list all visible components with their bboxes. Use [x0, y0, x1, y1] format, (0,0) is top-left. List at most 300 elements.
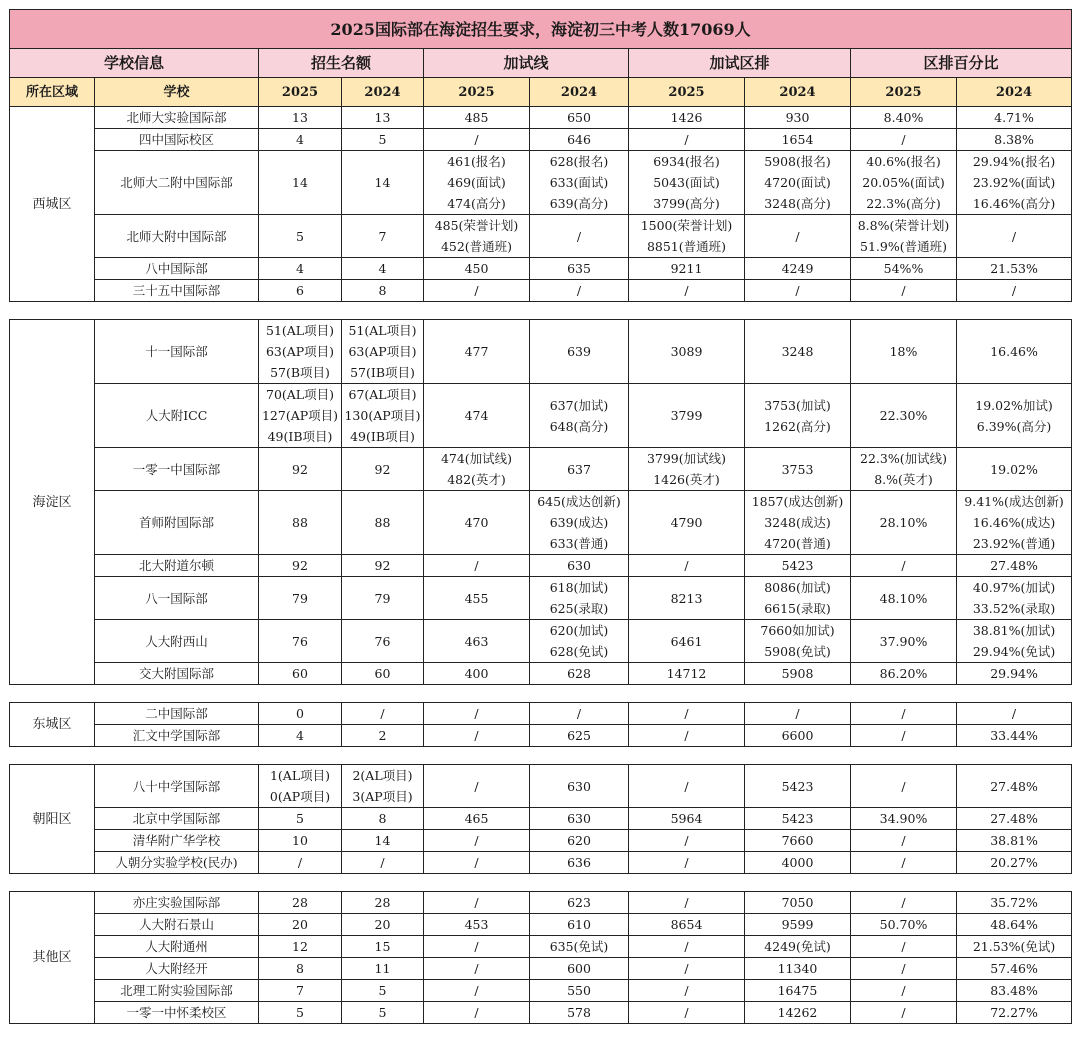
rank-2024-cell — [745, 320, 851, 384]
cell-line: 482(英才) — [447, 472, 506, 487]
cell-line: 5908(报名) — [764, 154, 831, 169]
percent-2025-cell — [851, 808, 957, 830]
cell-line: / — [901, 939, 906, 954]
table-row — [10, 491, 1072, 555]
quota-2025-cell — [259, 1002, 342, 1024]
quota-2024-cell — [342, 320, 424, 384]
percent-2024-cell — [957, 1002, 1072, 1024]
table-row — [10, 703, 1072, 725]
line-2024-cell — [530, 620, 629, 663]
cell-line: 610 — [567, 917, 591, 932]
percent-2025-cell — [851, 320, 957, 384]
cell-line: 9599 — [781, 917, 814, 932]
cell-line: / — [684, 1005, 689, 1020]
school-name-cell — [95, 107, 259, 129]
line-2025-cell — [424, 555, 530, 577]
cell-line: 18% — [889, 344, 918, 359]
cell-line: 人大附ICC — [145, 408, 208, 423]
cell-line: 3753 — [781, 461, 814, 477]
quota-2024-cell — [342, 725, 424, 747]
cell-line: 14262 — [777, 1005, 818, 1020]
line-2025-cell — [424, 129, 530, 151]
cell-line: 交大附国际部 — [138, 666, 214, 681]
district-cell: 海淀区 — [10, 320, 95, 685]
cell-line: 11340 — [777, 961, 818, 976]
cell-line: 33.52%(录取) — [972, 601, 1056, 616]
rank-2025-cell — [629, 215, 745, 258]
quota-2025-cell — [259, 384, 342, 448]
cell-line: 623 — [567, 895, 591, 910]
cell-line: / — [474, 961, 479, 976]
quota-2024-cell — [342, 280, 424, 302]
rank-2025-cell — [629, 808, 745, 830]
cell-line: 22.3%(高分) — [866, 196, 941, 211]
section-gap-cell — [10, 302, 1072, 320]
line-2025-cell — [424, 914, 530, 936]
table-row — [10, 663, 1072, 685]
cell-line: 八中国际部 — [145, 261, 208, 276]
cell-line: 453 — [464, 917, 489, 932]
cell-line: 3248 — [781, 344, 814, 359]
cell-line: 一零一中怀柔校区 — [126, 1005, 227, 1020]
cell-line: / — [380, 706, 385, 721]
rank-2024-cell — [745, 258, 851, 280]
cell-line: 485 — [464, 110, 489, 125]
cell-line: 人大附西山 — [145, 633, 208, 649]
cell-line: 27.48% — [990, 558, 1038, 573]
subheader-line-2024: 2024 — [530, 78, 629, 107]
cell-line: 22.30% — [879, 408, 928, 423]
cell-line: / — [1011, 283, 1017, 298]
quota-2025-cell — [259, 892, 342, 914]
cell-line: / — [684, 728, 689, 743]
quota-2025-cell — [259, 215, 342, 258]
percent-2025-cell — [851, 555, 957, 577]
cell-line: 29.94%(报名) — [972, 154, 1056, 169]
quota-2025-cell — [259, 765, 342, 808]
cell-line: 14 — [292, 175, 308, 190]
cell-line: 618(加试) — [549, 580, 609, 595]
rank-2024-cell — [745, 852, 851, 874]
rank-2025-cell — [629, 491, 745, 555]
cell-line: 6.39%(高分) — [976, 418, 1052, 434]
line-2024-cell — [530, 914, 629, 936]
rank-2025-cell — [629, 765, 745, 808]
rank-2024-cell — [745, 703, 851, 725]
cell-line: / — [380, 855, 385, 870]
cell-line: 60 — [374, 666, 391, 681]
cell-line: / — [901, 983, 906, 998]
cell-line: 51.9%(普通班) — [860, 239, 947, 254]
quota-2025-cell — [259, 725, 342, 747]
table-row — [10, 914, 1072, 936]
cell-line: 60 — [292, 666, 308, 681]
rank-2024-cell — [745, 663, 851, 685]
rank-2024-cell — [745, 958, 851, 980]
cell-line: / — [576, 228, 582, 244]
group-header-rank-percent: 区排百分比 — [851, 49, 1072, 78]
line-2025-cell — [424, 448, 530, 491]
cell-line: 5423 — [781, 558, 814, 573]
cell-line: 29.94% — [990, 666, 1038, 681]
rank-2025-cell — [629, 555, 745, 577]
cell-line: 76 — [292, 633, 308, 649]
line-2025-cell — [424, 258, 530, 280]
quota-2025-cell — [259, 555, 342, 577]
cell-line: 455 — [464, 590, 489, 606]
school-name-cell — [95, 577, 259, 620]
cell-line: 4 — [296, 132, 304, 147]
line-2025-cell — [424, 830, 530, 852]
line-2025-cell — [424, 620, 530, 663]
subheader-quota-2025: 2025 — [259, 78, 342, 107]
school-name-cell — [95, 725, 259, 747]
cell-line: 8 — [378, 283, 387, 298]
line-2025-cell — [424, 980, 530, 1002]
cell-line: 477 — [464, 344, 489, 359]
quota-2024-cell — [342, 980, 424, 1002]
subheader-quota-2024: 2024 — [342, 78, 424, 107]
rank-2025-cell — [629, 892, 745, 914]
percent-2024-cell — [957, 384, 1072, 448]
school-name-cell — [95, 830, 259, 852]
quota-2024-cell — [342, 555, 424, 577]
cell-line: 633(普通) — [549, 536, 609, 551]
cell-line: / — [474, 132, 479, 147]
cell-line: / — [901, 778, 906, 794]
cell-line: 8213 — [670, 590, 703, 606]
quota-2024-cell — [342, 765, 424, 808]
cell-line: 639(高分) — [549, 196, 609, 211]
cell-line: 35.72% — [990, 895, 1038, 910]
rank-2024-cell — [745, 280, 851, 302]
cell-line: 630 — [567, 778, 591, 794]
cell-line: 北大附道尔顿 — [138, 558, 214, 573]
line-2024-cell — [530, 703, 629, 725]
quota-2025-cell — [259, 448, 342, 491]
cell-line: 20 — [292, 917, 308, 932]
cell-line: 400 — [464, 666, 489, 681]
cell-line: / — [901, 855, 906, 870]
cell-line: 3753(加试) — [764, 397, 831, 413]
subheader-percent-2024: 2024 — [957, 78, 1072, 107]
cell-line: 636 — [567, 855, 591, 870]
cell-line: 6615(录取) — [764, 601, 831, 616]
cell-line: 4249 — [781, 261, 814, 276]
school-name-cell — [95, 980, 259, 1002]
cell-line: 汇文中学国际部 — [132, 728, 221, 743]
table-row — [10, 107, 1072, 129]
cell-line: 48.64% — [990, 917, 1038, 932]
rank-2024-cell — [745, 808, 851, 830]
cell-line: / — [474, 1005, 479, 1020]
cell-line: 4 — [296, 728, 304, 743]
rank-2025-cell — [629, 577, 745, 620]
rank-2025-cell — [629, 1002, 745, 1024]
section-gap-cell — [10, 874, 1072, 892]
rank-2024-cell — [745, 151, 851, 215]
percent-2024-cell — [957, 491, 1072, 555]
cell-line: 79 — [292, 590, 308, 606]
cell-line: 470 — [464, 515, 489, 530]
quota-2024-cell — [342, 663, 424, 685]
cell-line: 8654 — [670, 917, 703, 932]
cell-line: 72.27% — [990, 1005, 1038, 1020]
cell-line: 450 — [464, 261, 489, 276]
percent-2025-cell — [851, 491, 957, 555]
rank-2024-cell — [745, 491, 851, 555]
line-2025-cell — [424, 384, 530, 448]
cell-line: 4000 — [781, 855, 814, 870]
cell-line: 8.38% — [994, 132, 1034, 147]
table-title: 2025国际部在海淀招生要求，海淀初三中考人数17069人 — [10, 10, 1072, 49]
cell-line: 630 — [567, 558, 591, 573]
cell-line: / — [901, 961, 906, 976]
table-row — [10, 320, 1072, 384]
school-name-cell — [95, 448, 259, 491]
school-name-cell — [95, 852, 259, 874]
cell-line: 469(面试) — [447, 175, 506, 190]
percent-2025-cell — [851, 107, 957, 129]
percent-2024-cell — [957, 808, 1072, 830]
cell-line: 3799(加试线) — [646, 451, 727, 466]
cell-line: 6461 — [670, 633, 703, 649]
cell-line: 28 — [374, 895, 391, 910]
cell-line: 0(AP项目) — [269, 789, 331, 804]
percent-2024-cell — [957, 107, 1072, 129]
rank-2024-cell — [745, 936, 851, 958]
cell-line: 7660如加试) — [760, 623, 835, 638]
cell-line: 亦庄实验国际部 — [132, 895, 221, 910]
cell-line: 21.53% — [990, 261, 1038, 276]
cell-line: 14712 — [666, 666, 707, 681]
cell-line: 127(AP项目) — [261, 408, 339, 423]
quota-2024-cell — [342, 448, 424, 491]
line-2024-cell — [530, 830, 629, 852]
percent-2024-cell — [957, 258, 1072, 280]
percent-2025-cell — [851, 129, 957, 151]
cell-line: 5 — [378, 1005, 387, 1020]
cell-line: / — [684, 706, 689, 721]
cell-line: 63(AP项目) — [265, 344, 335, 359]
cell-line: 92 — [374, 558, 391, 573]
table-row — [10, 215, 1072, 258]
percent-2024-cell — [957, 936, 1072, 958]
district-cell: 东城区 — [10, 703, 95, 747]
line-2024-cell — [530, 151, 629, 215]
table-row — [10, 725, 1072, 747]
cell-line: 639 — [567, 344, 591, 359]
cell-line: 578 — [567, 1005, 591, 1020]
cell-line: 16.46%(成达) — [972, 515, 1056, 530]
cell-line: 5 — [296, 228, 304, 244]
line-2024-cell — [530, 980, 629, 1002]
cell-line: 一零一中国际部 — [132, 461, 221, 477]
section-gap — [10, 747, 1072, 765]
quota-2025-cell — [259, 151, 342, 215]
school-name-cell — [95, 384, 259, 448]
rank-2025-cell — [629, 129, 745, 151]
cell-line: / — [684, 939, 689, 954]
percent-2024-cell — [957, 852, 1072, 874]
rank-2024-cell — [745, 107, 851, 129]
line-2024-cell — [530, 491, 629, 555]
quota-2025-cell — [259, 980, 342, 1002]
cell-line: 1654 — [781, 132, 814, 147]
cell-line: 57.46% — [990, 961, 1038, 976]
school-name-cell — [95, 703, 259, 725]
percent-2025-cell — [851, 765, 957, 808]
cell-line: 5 — [296, 1005, 304, 1020]
line-2025-cell — [424, 1002, 530, 1024]
cell-line: 637 — [567, 461, 591, 477]
school-name-cell — [95, 958, 259, 980]
percent-2024-cell — [957, 280, 1072, 302]
rank-2025-cell — [629, 280, 745, 302]
cell-line: 1426(英才) — [653, 472, 720, 487]
cell-line: / — [474, 778, 479, 794]
percent-2024-cell — [957, 448, 1072, 491]
cell-line: 5423 — [781, 778, 814, 794]
cell-line: 8 — [296, 961, 304, 976]
quota-2024-cell — [342, 958, 424, 980]
cell-line: 3(AP项目) — [352, 789, 413, 804]
cell-line: 23.92%(普通) — [972, 536, 1056, 551]
cell-line: 人大附石景山 — [138, 917, 214, 932]
cell-line: 628 — [567, 666, 591, 681]
school-name-cell — [95, 280, 259, 302]
cell-line: 4 — [378, 261, 387, 276]
cell-line: 27.48% — [990, 778, 1038, 794]
quota-2025-cell — [259, 852, 342, 874]
cell-line: 1857(成达创新) — [751, 494, 844, 509]
cell-line: / — [901, 558, 906, 573]
cell-line: 19.02% — [990, 461, 1038, 477]
quota-2025-cell — [259, 830, 342, 852]
cell-line: 7660 — [781, 833, 814, 848]
cell-line: 465 — [464, 811, 489, 826]
line-2025-cell — [424, 808, 530, 830]
line-2024-cell — [530, 258, 629, 280]
school-name-cell — [95, 320, 259, 384]
school-name-cell — [95, 555, 259, 577]
line-2025-cell — [424, 765, 530, 808]
cell-line: 4720(普通) — [764, 536, 831, 551]
line-2025-cell — [424, 725, 530, 747]
cell-line: 14 — [374, 833, 391, 848]
cell-line: 48.10% — [879, 590, 928, 606]
line-2025-cell — [424, 577, 530, 620]
cell-line: 3799(高分) — [653, 196, 720, 211]
cell-line: 474 — [464, 408, 489, 423]
section-gap — [10, 685, 1072, 703]
percent-2024-cell — [957, 725, 1072, 747]
cell-line: 三十五中国际部 — [132, 283, 221, 298]
quota-2024-cell — [342, 830, 424, 852]
cell-line: 16.46%(高分) — [972, 196, 1056, 211]
cell-line: 16475 — [777, 983, 818, 998]
cell-line: 28.10% — [879, 515, 928, 530]
cell-line: 4249(免试) — [764, 939, 831, 954]
cell-line: 人朝分实验学校(民办) — [115, 855, 238, 870]
percent-2024-cell — [957, 914, 1072, 936]
quota-2024-cell — [342, 808, 424, 830]
cell-line: 20 — [374, 917, 391, 932]
line-2024-cell — [530, 765, 629, 808]
section-gap — [10, 874, 1072, 892]
line-2024-cell — [530, 892, 629, 914]
group-header-school-info: 学校信息 — [10, 49, 259, 78]
cell-line: / — [901, 1005, 906, 1020]
school-name-cell — [95, 151, 259, 215]
cell-line: / — [901, 283, 906, 298]
cell-line: / — [474, 833, 479, 848]
district-cell: 西城区 — [10, 107, 95, 302]
school-name-cell — [95, 936, 259, 958]
table-row — [10, 129, 1072, 151]
table-row — [10, 258, 1072, 280]
cell-line: 648(高分) — [549, 418, 609, 434]
percent-2025-cell — [851, 914, 957, 936]
cell-line: 23.92%(面试) — [972, 175, 1056, 190]
cell-line: 461(报名) — [447, 154, 506, 169]
cell-line: 15 — [374, 939, 391, 954]
quota-2024-cell — [342, 852, 424, 874]
quota-2025-cell — [259, 620, 342, 663]
cell-line: 12 — [292, 939, 308, 954]
cell-line: 北理工附实验国际部 — [120, 983, 233, 998]
percent-2024-cell — [957, 892, 1072, 914]
rank-2025-cell — [629, 107, 745, 129]
cell-line: / — [474, 895, 479, 910]
percent-2024-cell — [957, 577, 1072, 620]
cell-line: 8 — [378, 811, 387, 826]
rank-2025-cell — [629, 725, 745, 747]
line-2025-cell — [424, 892, 530, 914]
line-2025-cell — [424, 703, 530, 725]
line-2025-cell — [424, 151, 530, 215]
cell-line: 645(成达创新) — [537, 494, 621, 509]
section-gap-cell — [10, 685, 1072, 703]
percent-2025-cell — [851, 258, 957, 280]
quota-2025-cell — [259, 129, 342, 151]
quota-2024-cell — [342, 491, 424, 555]
rank-2025-cell — [629, 852, 745, 874]
quota-2024-cell — [342, 936, 424, 958]
cell-line: 8086(加试) — [764, 580, 831, 595]
rank-2025-cell — [629, 703, 745, 725]
cell-line: 5 — [378, 132, 387, 147]
percent-2025-cell — [851, 151, 957, 215]
cell-line: / — [297, 855, 303, 870]
line-2024-cell — [530, 107, 629, 129]
cell-line: 625(录取) — [549, 601, 609, 616]
cell-line: 83.48% — [990, 983, 1038, 998]
quota-2025-cell — [259, 936, 342, 958]
cell-line: 6600 — [781, 728, 814, 743]
cell-line: 34.90% — [879, 811, 928, 826]
cell-line: 4790 — [670, 515, 703, 530]
quota-2025-cell — [259, 663, 342, 685]
percent-2025-cell — [851, 620, 957, 663]
cell-line: / — [684, 132, 689, 147]
cell-line: / — [901, 833, 906, 848]
cell-line: 49(IB项目) — [350, 429, 415, 444]
school-name-cell — [95, 491, 259, 555]
cell-line: 11 — [374, 961, 391, 976]
cell-line: 474(高分) — [447, 196, 506, 211]
cell-line: 600 — [567, 961, 591, 976]
